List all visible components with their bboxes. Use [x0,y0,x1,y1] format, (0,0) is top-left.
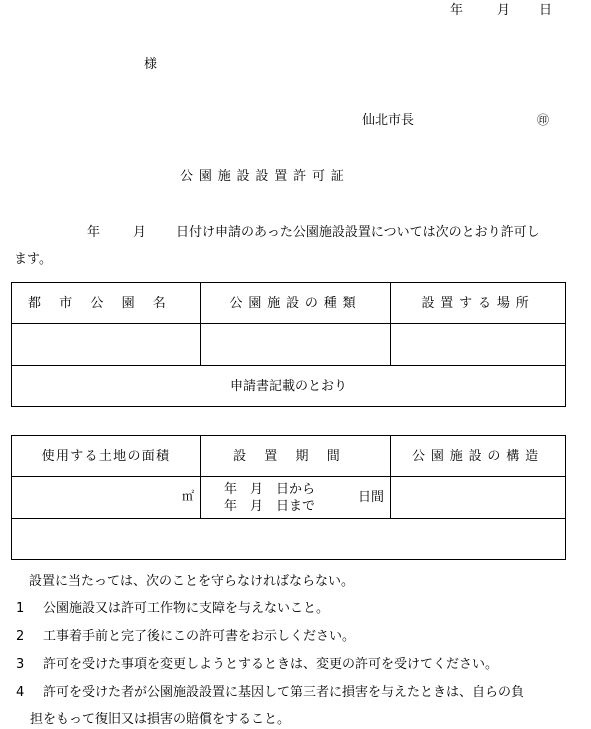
recipient-honorific: 様 [144,57,158,72]
period-from: 年 月 日から [224,482,316,497]
condition-4-number: 4 [16,685,25,700]
period-days: 日間 [357,490,384,505]
cell-park-name [12,324,201,366]
condition-3-number: 3 [16,657,25,672]
date-year: 年 [450,3,464,18]
condition-3-text: 許可を受けた事項を変更しようとするときは、変更の許可を受けてください。 [43,657,499,672]
cell-land-area [12,477,201,519]
cell-remarks [12,519,566,560]
date-day: 日 [539,3,553,18]
intro-line2: ます。 [14,252,52,267]
header-period: 設置期間 [201,436,391,477]
header-land-area: 使用する土地の面積 [12,436,201,477]
cell-location [391,324,566,366]
condition-2-text: 工事着手前と完了後にこの許可書をお示しください。 [43,629,356,644]
header-structure: 公園施設の構造 [391,436,566,477]
cell-period [201,477,391,519]
document-title: 公園施設設置許可証 [180,169,350,184]
header-facility-type: 公園施設の種類 [201,283,391,324]
condition-4-continuation: 担をもって復旧又は損害の賠償をすること。 [30,712,291,727]
intro-year: 年 [87,225,101,240]
condition-1-text: 公園施設又は許可工作物に支障を与えないこと。 [43,601,330,616]
header-park-name: 都市公園名 [12,283,201,324]
conditions-lead: 設置に当たっては、次のことを守らなければならない。 [29,574,355,589]
intro-month: 月 [133,225,147,240]
cell-structure [391,477,566,519]
cell-facility-type [201,324,391,366]
condition-2-number: 2 [16,629,25,644]
period-to: 年 月 日まで [224,499,316,514]
issuer-name: 仙北市長 [362,113,415,128]
header-location: 設置する場所 [391,283,566,324]
application-note: 申請書記載のとおり [12,366,566,407]
condition-1-number: 1 [16,601,25,616]
area-unit: ㎡ [181,489,194,503]
usage-table [11,435,566,560]
intro-line1: 日付け申請のあった公園施設設置については次のとおり許可し [176,225,540,240]
condition-4-text: 許可を受けた者が公園施設設置に基因して第三者に損害を与えたときは、自らの負 [43,685,525,700]
facility-table [11,282,566,407]
date-month: 月 [497,3,511,18]
seal-mark: ㊞ [537,113,550,127]
